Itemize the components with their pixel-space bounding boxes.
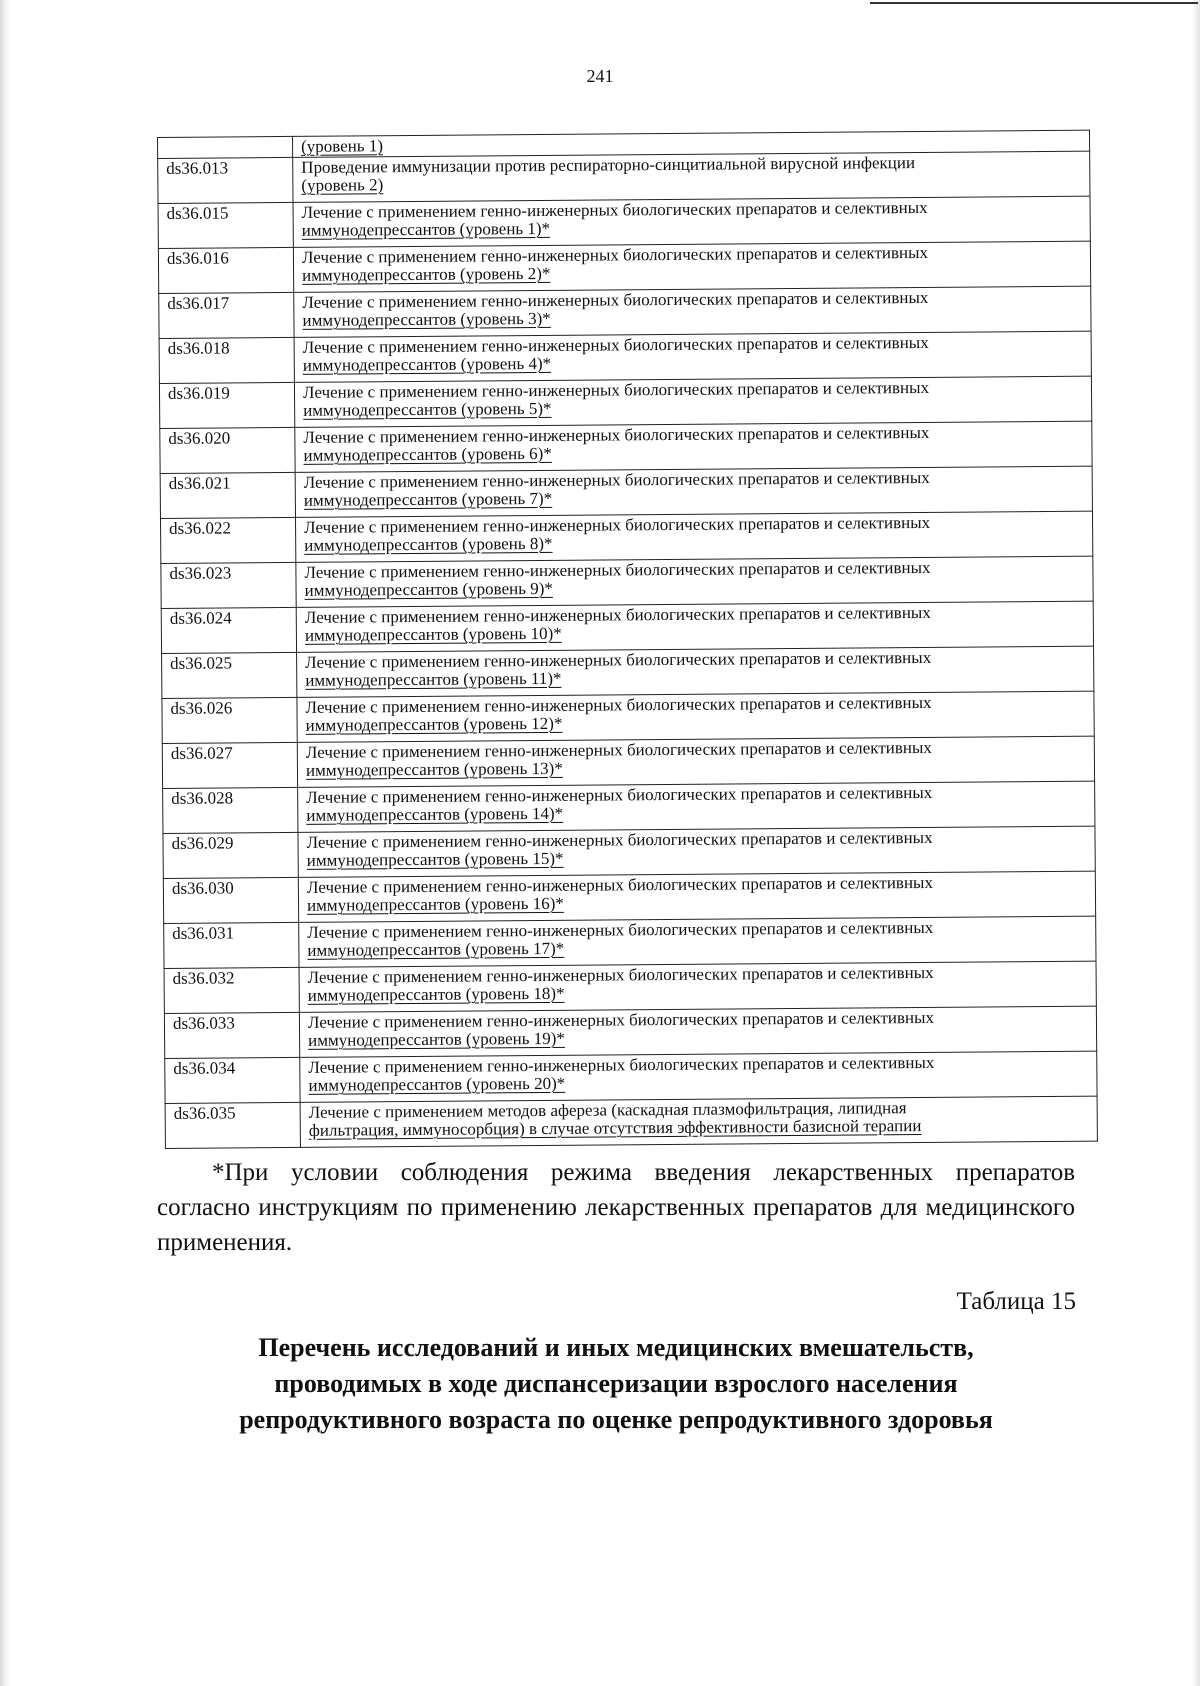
- footnote: *При условии соблюдения режима введения лекарственных препаратов согласно инструкциям по применению лекарственных препаратов для медицинского применения.: [157, 1159, 1075, 1256]
- description-line: фильтрация, иммуносорбция) в случае отсутствия эффективности базисной терапии: [308, 1116, 922, 1140]
- description-line: иммунодепрессантов (уровень 19)*: [308, 1028, 565, 1050]
- code-cell: ds36.032: [164, 967, 299, 1013]
- description-cell: [298, 871, 1095, 922]
- description-line: Лечение с применением генно-инженерных биологических препаратов и селективных: [305, 647, 932, 672]
- description-cell: [293, 196, 1090, 247]
- description-cell: [298, 826, 1095, 877]
- description-line: иммунодепрессантов (уровень 8)*: [304, 533, 553, 555]
- table-row: [159, 331, 1091, 383]
- table-title: [157, 1330, 1075, 1438]
- table-row: [164, 961, 1096, 1013]
- codes-table: [157, 130, 1098, 1149]
- description-line: иммунодепрессантов (уровень 11)*: [305, 668, 562, 690]
- code-cell: ds36.026: [162, 697, 297, 743]
- description-line: (уровень 2): [301, 175, 384, 195]
- code-cell: [158, 136, 293, 158]
- description-line: иммунодепрессантов (уровень 9)*: [304, 578, 553, 600]
- description-cell: [296, 556, 1093, 607]
- description-line: иммунодепрессантов (уровень 4)*: [302, 353, 552, 375]
- description-line: иммунодепрессантов (уровень 15)*: [306, 848, 564, 870]
- description-line: Лечение с применением генно-инженерных биологических препаратов и селективных: [307, 1007, 935, 1032]
- table-row: [160, 421, 1092, 473]
- description-line: (уровень 1): [301, 136, 384, 156]
- code-cell: ds36.016: [158, 247, 293, 293]
- code-cell: ds36.023: [161, 562, 296, 608]
- code-cell: ds36.020: [160, 427, 295, 473]
- description-line: Лечение с применением генно-инженерных биологических препаратов и селективных: [303, 422, 930, 447]
- description-line: иммунодепрессантов (уровень 16)*: [306, 893, 564, 915]
- description-line: Лечение с применением генно-инженерных биологических препаратов и селективных: [304, 557, 931, 582]
- description-line: иммунодепрессантов (уровень 13)*: [305, 758, 563, 780]
- description-line: Лечение с применением генно-инженерных биологических препаратов и селективных: [306, 782, 933, 807]
- code-cell: ds36.018: [159, 337, 294, 383]
- code-cell: ds36.021: [160, 472, 295, 518]
- description-line: Лечение с применением генно-инженерных биологических препаратов и селективных: [303, 512, 931, 537]
- description-line: Лечение с применением генно-инженерных биологических препаратов и селективных: [302, 332, 929, 357]
- description-line: Лечение с применением генно-инженерных биологических препаратов и селективных: [301, 197, 928, 222]
- code-cell: ds36.034: [165, 1057, 300, 1103]
- table-row: [158, 196, 1090, 248]
- description-line: иммунодепрессантов (уровень 12)*: [305, 713, 563, 735]
- code-cell: ds36.015: [158, 202, 293, 248]
- table-row: [158, 241, 1090, 293]
- scan-edge-right: [1192, 0, 1200, 1686]
- scan-edge-left: [0, 0, 10, 1686]
- description-line: Лечение с применением генно-инженерных биологических препаратов и селективных: [305, 692, 932, 717]
- code-cell: ds36.019: [159, 382, 294, 428]
- description-cell: [295, 421, 1092, 472]
- code-cell: ds36.029: [163, 832, 298, 878]
- code-cell: ds36.027: [162, 742, 297, 788]
- description-line: иммунодепрессантов (уровень 1)*: [301, 218, 551, 240]
- table-row: [164, 1006, 1096, 1058]
- description-line: иммунодепрессантов (уровень 7)*: [303, 488, 553, 510]
- description-line: иммунодепрессантов (уровень 20)*: [308, 1073, 566, 1095]
- description-line: Лечение с применением методов афереза (каскадная плазмофильтрация, липидная: [308, 1098, 907, 1122]
- description-cell: [295, 466, 1092, 517]
- description-line: иммунодепрессантов (уровень 2)*: [302, 263, 551, 285]
- description-line: иммунодепрессантов (уровень 3)*: [302, 308, 551, 330]
- table-row: [165, 1051, 1097, 1103]
- description-cell: [293, 241, 1090, 292]
- table-row: [163, 871, 1095, 923]
- description-cell: [298, 781, 1095, 832]
- table-row: [162, 736, 1094, 788]
- description-cell: [297, 646, 1094, 697]
- table-row: [163, 781, 1095, 833]
- table-row: [160, 466, 1092, 518]
- description-line: Проведение иммунизации против респираторно-синцитиальной вирусной инфекции: [301, 153, 916, 177]
- table-title-line: Перечень исследований и иных медицинских вмешательств,: [258, 1333, 974, 1362]
- description-cell: [294, 286, 1091, 337]
- table-row: [160, 511, 1092, 563]
- table-row: [165, 1096, 1097, 1148]
- description-line: Лечение с применением генно-инженерных биологических препаратов и селективных: [302, 287, 929, 312]
- code-cell: ds36.030: [163, 877, 298, 923]
- table-row: [159, 286, 1091, 338]
- description-line: Лечение с применением генно-инженерных биологических препаратов и селективных: [303, 467, 930, 492]
- description-line: Лечение с применением генно-инженерных биологических препаратов и селективных: [302, 377, 930, 402]
- description-line: Лечение с применением генно-инженерных биологических препаратов и селективных: [306, 872, 933, 897]
- code-cell: ds36.017: [159, 292, 294, 338]
- table-row: [158, 151, 1090, 203]
- description-line: Лечение с применением генно-инженерных биологических препаратов и селективных: [307, 917, 934, 942]
- code-cell: ds36.022: [160, 517, 295, 563]
- description-cell: [296, 601, 1093, 652]
- description-line: Лечение с применением генно-инженерных биологических препаратов и селективных: [308, 1052, 935, 1077]
- description-line: иммунодепрессантов (уровень 17)*: [307, 938, 565, 960]
- code-cell: ds36.028: [163, 787, 298, 833]
- code-cell: ds36.033: [164, 1012, 299, 1058]
- code-cell: ds36.013: [158, 157, 293, 203]
- table-row: [164, 916, 1096, 968]
- description-line: иммунодепрессантов (уровень 10)*: [304, 623, 562, 645]
- code-cell: ds36.035: [165, 1102, 300, 1148]
- table-row: [159, 376, 1091, 428]
- top-rule: [870, 2, 1198, 4]
- description-line: иммунодепрессантов (уровень 6)*: [303, 443, 552, 465]
- page-number: 241: [586, 66, 614, 86]
- table-row: [161, 556, 1093, 608]
- description-cell: [299, 916, 1096, 967]
- description-line: Лечение с применением генно-инженерных биологических препаратов и селективных: [306, 827, 933, 852]
- description-line: иммунодепрессантов (уровень 18)*: [307, 983, 565, 1005]
- description-line: Лечение с применением генно-инженерных биологических препаратов и селективных: [301, 242, 929, 267]
- description-line: Лечение с применением генно-инженерных биологических препаратов и селективных: [307, 962, 934, 987]
- description-line: Лечение с применением генно-инженерных биологических препаратов и селективных: [305, 737, 932, 762]
- description-cell: [297, 691, 1094, 742]
- codes-table-body: [158, 130, 1098, 1148]
- table-title-line: репродуктивного возраста по оценке репродуктивного здоровья: [239, 1405, 993, 1434]
- code-cell: ds36.024: [161, 607, 296, 653]
- description-cell: [299, 961, 1096, 1012]
- description-line: иммунодепрессантов (уровень 5)*: [303, 398, 552, 420]
- table-row: [162, 691, 1094, 743]
- table-row: [163, 826, 1095, 878]
- description-cell: [293, 151, 1090, 202]
- description-cell: [299, 1006, 1096, 1057]
- description-line: Лечение с применением генно-инженерных биологических препаратов и селективных: [304, 602, 931, 627]
- table-row: [161, 601, 1093, 653]
- code-cell: ds36.031: [164, 922, 299, 968]
- table-title-line: проводимых в ходе диспансеризации взрослого населения: [274, 1369, 958, 1398]
- description-cell: [294, 331, 1091, 382]
- description-cell: [294, 376, 1091, 427]
- table-row: [162, 646, 1094, 698]
- description-cell: [295, 511, 1092, 562]
- description-cell: [300, 1051, 1097, 1102]
- table-number-label: Таблица 15: [956, 1288, 1076, 1315]
- description-line: иммунодепрессантов (уровень 14)*: [306, 803, 564, 825]
- description-cell: [297, 736, 1094, 787]
- description-cell: [300, 1096, 1097, 1147]
- code-cell: ds36.025: [162, 652, 297, 698]
